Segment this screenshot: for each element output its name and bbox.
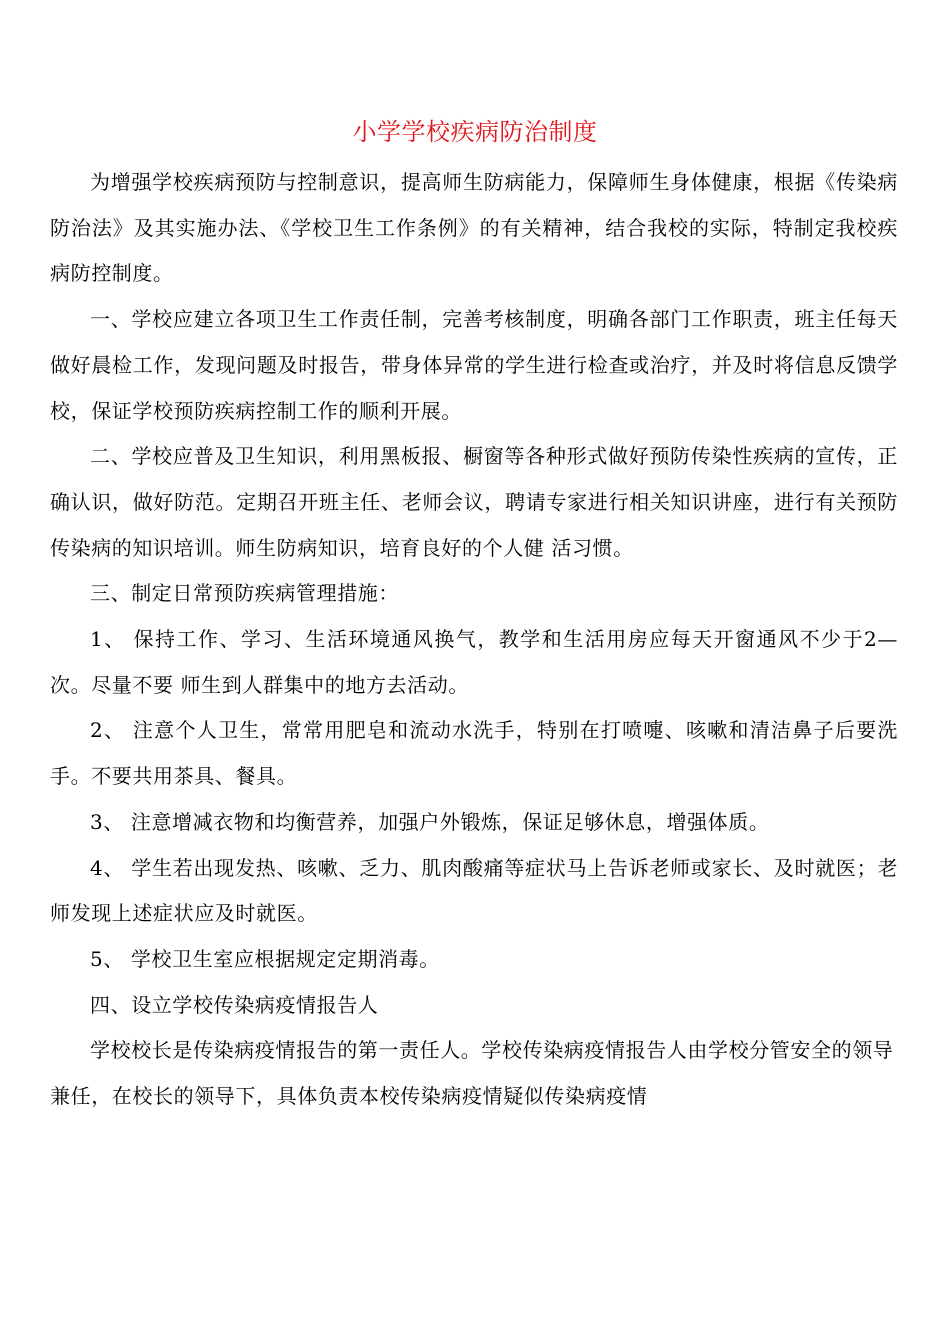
paragraph-section-2: 二、学校应普及卫生知识，利用黑板报、橱窗等各种形式做好预防传染性疾病的宣传，正确认识，做好防范。定期召开班主任、老师会议，聘请专家进行相关知识讲座，进行有关预防传染病的知识培训。师生防病知识，培育良好的个人健 活习惯。: [50, 444, 898, 560]
document-body: [50, 160, 898, 1120]
paragraph-measure-1: 1、 保持工作、学习、生活环境通风换气，教学和生活用房应每天开窗通风不少于2—次。尽量不要 师生到人群集中的地方去活动。: [50, 627, 898, 697]
paragraph-section-3-heading: 三、制定日常预防疾病管理措施：: [90, 581, 399, 606]
paragraph-measure-2: 2、 注意个人卫生，常常用肥皂和流动水洗手，特别在打喷嚏、咳嗽和清洁鼻子后要洗手。不要共用茶具、餐具。: [50, 718, 898, 789]
paragraph-section-4-heading: 四、设立学校传染病疫情报告人: [90, 992, 379, 1017]
paragraph-measure-5: 5、 学校卫生室应根据规定定期消毒。: [90, 946, 440, 971]
paragraph-intro: 为增强学校疾病预防与控制意识，提高师生防病能力，保障师生身体健康，根据《传染病防治法》及其实施办法、《学校卫生工作条例》的有关精神，结合我校的实际，特制定我校疾病防控制度。: [50, 170, 898, 286]
document-title: 小学学校疾病防治制度: [352, 118, 598, 146]
paragraph-measure-3: 3、 注意增减衣物和均衡营养，加强户外锻炼，保证足够休息，增强体质。: [90, 809, 770, 834]
paragraph-measure-4: 4、 学生若出现发热、咳嗽、乏力、肌肉酸痛等症状马上告诉老师或家长、及时就医；老师发现上述症状应及时就医。: [50, 855, 898, 926]
paragraph-reporter: 学校校长是传染病疫情报告的第一责任人。学校传染病疫情报告人由学校分管安全的领导兼任，在校长的领导下，具体负责本校传染病疫情疑似传染病疫情: [50, 1038, 894, 1109]
paragraph-section-1: 一、学校应建立各项卫生工作责任制，完善考核制度，明确各部门工作职责，班主任每天做好晨检工作，发现问题及时报告，带身体异常的学生进行检查或治疗，并及时将信息反馈学校，保证学校预防疾病控制工作的顺利开展。: [50, 307, 898, 423]
